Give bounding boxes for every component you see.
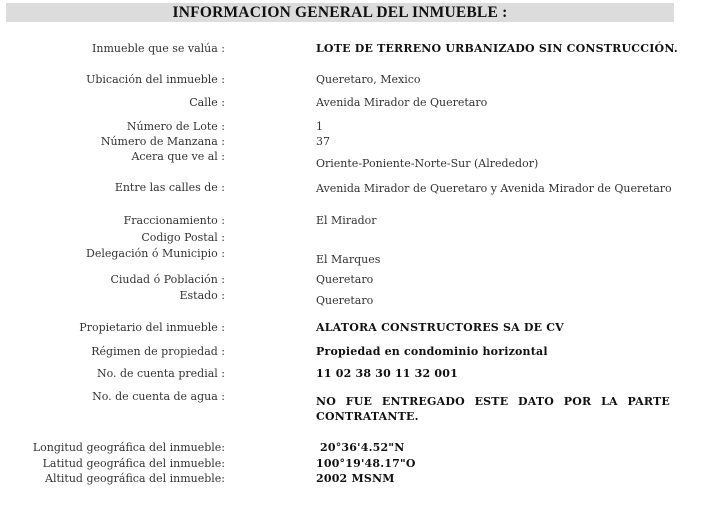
label-codigo-postal: Codigo Postal : [141, 231, 225, 244]
label-longitud: Longitud geográfica del inmueble: [32, 441, 225, 454]
value-regimen: Propiedad en condominio horizontal [316, 345, 548, 358]
value-estado: Queretaro [316, 294, 374, 307]
section-title: INFORMACION GENERAL DEL INMUEBLE : [6, 3, 674, 22]
value-propietario: ALATORA CONSTRUCTORES SA DE CV [316, 321, 564, 334]
value-cuenta-predial: 11 02 38 30 11 32 001 [316, 367, 458, 380]
label-cuenta-predial: No. de cuenta predial : [96, 367, 225, 380]
value-fraccionamiento: El Mirador [316, 214, 377, 227]
label-acera: Acera que ve al : [131, 150, 225, 163]
value-entre-calles: Avenida Mirador de Queretaro y Avenida Mirador de Queretaro [316, 182, 672, 195]
value-longitud: 20°36'4.52"N [316, 441, 405, 454]
label-entre-calles: Entre las calles de : [114, 181, 225, 194]
value-inmueble-valua: LOTE DE TERRENO URBANIZADO SIN CONSTRUCCIÓN. [316, 42, 678, 55]
label-calle: Calle : [189, 96, 225, 109]
label-ubicacion: Ubicación del inmueble : [86, 73, 225, 86]
value-acera: Oriente-Poniente-Norte-Sur (Alrededor) [316, 157, 539, 170]
value-latitud: 100°19'48.17"O [316, 457, 416, 470]
value-calle: Avenida Mirador de Queretaro [316, 96, 488, 109]
value-delegacion: El Marques [316, 253, 381, 266]
label-numero-manzana: Número de Manzana : [100, 135, 225, 148]
value-numero-lote: 1 [316, 120, 323, 133]
label-cuenta-agua: No. de cuenta de agua : [92, 390, 225, 403]
label-propietario: Propietario del inmueble : [79, 321, 225, 334]
value-ubicacion: Queretaro, Mexico [316, 73, 421, 86]
label-numero-lote: Número de Lote : [126, 120, 225, 133]
label-altitud: Altitud geográfica del inmueble: [45, 472, 225, 485]
label-inmueble-valua: Inmueble que se valúa : [92, 42, 225, 55]
label-ciudad: Ciudad ó Población : [110, 273, 225, 286]
value-cuenta-agua: NO FUE ENTREGADO ESTE DATO POR LA PARTE CONTRATANTE. [316, 395, 670, 423]
value-altitud: 2002 MSNM [316, 472, 395, 485]
value-ciudad: Queretaro [316, 273, 374, 286]
value-numero-manzana: 37 [316, 135, 330, 148]
label-delegacion: Delegación ó Municipio : [86, 247, 225, 260]
label-estado: Estado : [179, 289, 225, 302]
label-fraccionamiento: Fraccionamiento : [123, 214, 225, 227]
label-latitud: Latitud geográfica del inmueble: [42, 457, 225, 470]
label-regimen: Régimen de propiedad : [91, 345, 225, 358]
